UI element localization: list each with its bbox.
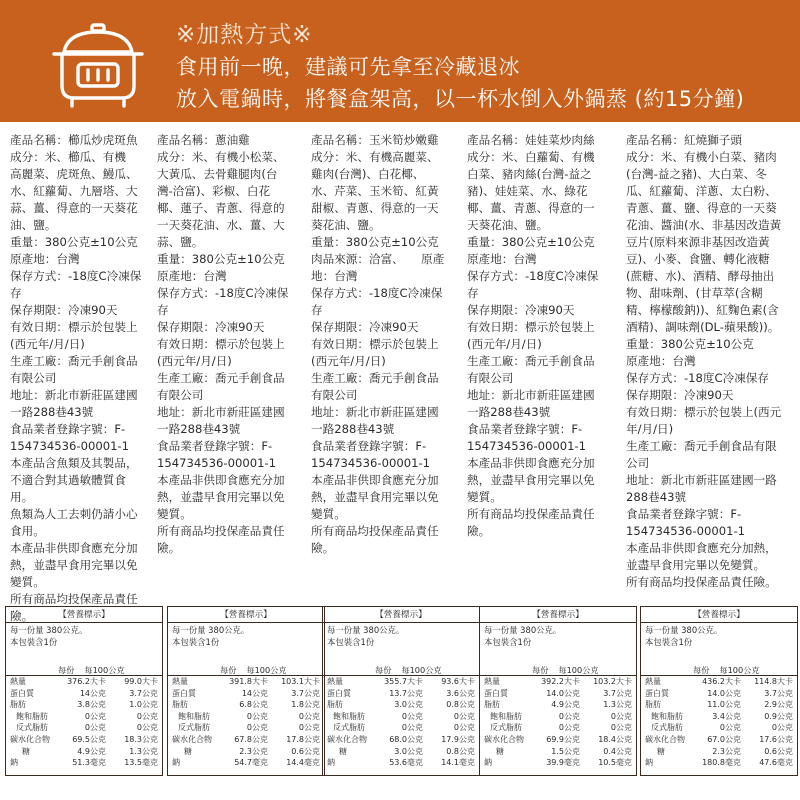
nutrient-name: 熱量 — [10, 677, 26, 686]
nutrition-column-headers — [6, 664, 162, 676]
value-per-serving: 3.0公克 — [394, 700, 423, 710]
nutrient-name: 熱量 — [645, 677, 661, 686]
banner-instruction-line-2: 放入電鍋時，將餐盒架高，以一杯水倒入外鍋蒸 (約15分鐘) — [176, 87, 745, 111]
value-per-100g: 103.2大卡 — [593, 677, 632, 686]
nutrition-row — [6, 676, 162, 688]
nutrient-name: 蛋白質 — [172, 688, 196, 698]
value-per-serving: 4.9公克 — [551, 700, 580, 710]
nutrition-row — [480, 757, 636, 769]
col-per-100g: 每100公克 — [84, 665, 125, 675]
nutrition-labels — [0, 606, 800, 800]
nutrient-name: 糖 — [22, 746, 30, 756]
banner-instruction-line-1: 食用前一晚，建議可先拿至冷藏退冰 — [176, 55, 520, 79]
value-per-serving: 0公克 — [558, 711, 580, 721]
nutrient-name: 鈉 — [327, 758, 335, 768]
nutrition-row — [480, 722, 636, 734]
nutrition-header: 【營養標示】 — [323, 607, 479, 623]
nutrient-name: 反式脂肪 — [16, 723, 48, 733]
nutrition-column-headers — [480, 664, 636, 676]
nutrition-column-headers — [323, 664, 479, 676]
nutrition-row — [323, 711, 479, 723]
value-per-100g: 0.8公克 — [446, 746, 475, 756]
servings-per-package: 本包裝含1份 — [172, 637, 220, 647]
value-per-serving: 14公克 — [241, 688, 268, 698]
servings-per-package: 本包裝含1份 — [645, 637, 693, 647]
value-per-serving: 69.5公克 — [72, 734, 106, 744]
nutrient-name: 脂肪 — [172, 700, 188, 710]
nutrient-name: 反式脂肪 — [651, 723, 683, 733]
value-per-serving: 0公克 — [719, 723, 741, 733]
nutrition-label-1 — [5, 606, 163, 776]
col-per-serving: 每份 — [693, 665, 710, 675]
value-per-serving: 3.4公克 — [712, 711, 741, 721]
nutrition-row — [641, 688, 797, 700]
product-info-2 — [157, 132, 303, 557]
serving-size: 每一份量 380公克。 — [645, 625, 723, 635]
serving-size: 每一份量 380公克。 — [484, 625, 562, 635]
nutrition-row — [323, 688, 479, 700]
value-per-serving: 3.0公克 — [394, 746, 423, 756]
value-per-serving: 51.3毫克 — [72, 758, 106, 768]
value-per-100g: 0公克 — [453, 711, 475, 721]
value-per-100g: 1.3公克 — [129, 746, 158, 756]
value-per-serving: 436.2大卡 — [702, 677, 741, 686]
col-per-100g: 每100公克 — [246, 665, 287, 675]
value-per-serving: 67.8公克 — [234, 734, 268, 744]
serving-size: 每一份量 380公克。 — [327, 625, 405, 635]
nutrition-row — [168, 746, 324, 758]
nutrition-row — [480, 699, 636, 711]
nutrition-row — [168, 722, 324, 734]
value-per-serving: 14.0公克 — [707, 688, 741, 698]
product-info-text: 產品名稱：娃娃菜炒肉絲 成分：米、白蘿蔔、有機 白菜、豬肉絲(台灣-益之 豬)、娃娃菜、水、綠花 椰、薑、青蔥、得意的一 天葵花油、鹽。 重量：380公克±10公克 原產地：台灣 保存方式：-18度C冷凍保 存 保存期限：冷凍90天 有效日期：標示於包裝上 (西元年/月/日) 生產工廠：喬元手創食品 有限公司 地址：新北市新莊區建國 一路288巷43號 食品業者登錄字號：F- 154734536-00001-1 本產品非供即食應充分加 熱，並盡早食用完畢以免 變質。 所有商品均投保產品責任 險。 — [467, 133, 599, 538]
value-per-100g: 10.5毫克 — [598, 758, 632, 768]
product-info-4 — [467, 132, 613, 540]
nutrient-name: 熱量 — [327, 677, 343, 686]
value-per-100g: 0公克 — [298, 711, 320, 721]
nutrient-name: 糖 — [339, 746, 347, 756]
nutrient-name: 糖 — [496, 746, 504, 756]
nutrition-row — [168, 711, 324, 723]
nutrition-row — [323, 676, 479, 688]
nutrition-label-3 — [322, 606, 480, 776]
col-per-serving: 每份 — [375, 665, 392, 675]
nutrition-row — [6, 746, 162, 758]
nutrition-row — [480, 734, 636, 746]
serving-size: 每一份量 380公克。 — [10, 625, 88, 635]
nutrient-name: 蛋白質 — [327, 688, 351, 698]
nutrition-row — [168, 734, 324, 746]
value-per-serving: 2.3公克 — [239, 746, 268, 756]
value-per-100g: 0公克 — [610, 723, 632, 733]
nutrition-header: 【營養標示】 — [480, 607, 636, 623]
nutrition-row — [323, 757, 479, 769]
value-per-serving: 3.8公克 — [77, 700, 106, 710]
nutrient-name: 熱量 — [172, 677, 188, 686]
nutrition-row — [6, 688, 162, 700]
value-per-serving: 39.9毫克 — [546, 758, 580, 768]
value-per-serving: 376.2大卡 — [67, 677, 106, 686]
nutrient-name: 蛋白質 — [10, 688, 34, 698]
nutrient-name: 反式脂肪 — [178, 723, 210, 733]
nutrition-row — [480, 688, 636, 700]
nutrition-table — [641, 676, 797, 769]
value-per-serving: 0公克 — [246, 711, 268, 721]
nutrient-name: 反式脂肪 — [333, 723, 365, 733]
nutrition-row — [641, 711, 797, 723]
value-per-100g: 0公克 — [610, 711, 632, 721]
nutrient-name: 鈉 — [10, 758, 18, 768]
value-per-100g: 93.6大卡 — [441, 677, 475, 686]
value-per-serving: 0公克 — [401, 711, 423, 721]
nutrition-row — [641, 699, 797, 711]
serving-size: 每一份量 380公克。 — [172, 625, 250, 635]
value-per-serving: 180.8毫克 — [702, 758, 741, 768]
serving-info — [323, 623, 479, 648]
nutrient-name: 脂肪 — [645, 700, 661, 710]
value-per-100g: 17.6公克 — [759, 734, 793, 744]
value-per-100g: 0.8公克 — [446, 700, 475, 710]
nutrient-name: 脂肪 — [327, 700, 343, 710]
nutrient-name: 飽和脂肪 — [333, 711, 365, 721]
value-per-serving: 6.8公克 — [239, 700, 268, 710]
value-per-serving: 13.7公克 — [389, 688, 423, 698]
nutrition-table — [168, 676, 324, 769]
value-per-100g: 3.7公克 — [291, 688, 320, 698]
nutrition-row — [323, 746, 479, 758]
serving-info — [480, 623, 636, 648]
nutrient-name: 反式脂肪 — [490, 723, 522, 733]
nutrition-row — [641, 734, 797, 746]
value-per-serving: 0公克 — [84, 711, 106, 721]
nutrition-column-headers — [168, 664, 324, 676]
value-per-serving: 0公克 — [246, 723, 268, 733]
value-per-serving: 355.7大卡 — [384, 677, 423, 686]
nutrition-header: 【營養標示】 — [641, 607, 797, 623]
servings-per-package: 本包裝含1份 — [484, 637, 532, 647]
value-per-serving: 69.9公克 — [546, 734, 580, 744]
col-per-100g: 每100公克 — [719, 665, 760, 675]
value-per-serving: 0公克 — [84, 723, 106, 733]
value-per-100g: 17.8公克 — [286, 734, 320, 744]
col-per-serving: 每份 — [220, 665, 237, 675]
nutrition-row — [480, 711, 636, 723]
value-per-100g: 0公克 — [771, 723, 793, 733]
value-per-serving: 4.9公克 — [77, 746, 106, 756]
value-per-100g: 0.9公克 — [764, 711, 793, 721]
servings-per-package: 本包裝含1份 — [10, 637, 58, 647]
value-per-100g: 1.8公克 — [291, 700, 320, 710]
nutrient-name: 蛋白質 — [645, 688, 669, 698]
value-per-100g: 2.9公克 — [764, 700, 793, 710]
nutrition-row — [168, 688, 324, 700]
nutrition-table — [480, 676, 636, 769]
nutrition-row — [168, 757, 324, 769]
nutrient-name: 脂肪 — [484, 700, 500, 710]
product-info-text: 產品名稱：紅燒獅子頭 成分：米、有機小白菜、豬肉 (台灣-益之豬)、大白菜、冬 瓜、紅蘿蔔、洋蔥、太白粉、 青蔥、薑、鹽、得意的一天葵 花油、醬油(水、非基因改造黃 豆片(原料來源非基因改造黃 豆)、小麥、食鹽、轉化液糖 (蔗糖、水)、酒精、酵母抽出 物、甜味劑、(甘草萃(含糊 精、檸檬酸鈉))、紅麴色素(含 酒精)、調味劑(DL-蘋果酸))。 重量：380公克±10公克 原產地：台灣 保存方式：-18度C冷凍保存 保存期限：冷凍90天 有效日期：標示於包裝上(西元 年/月/日) 生產工廠：喬元手創食品有限 公司 地址：新北市新莊區建國一路 288巷43號 食品業者登錄字號：F- 154734536-00001-1 本產品非供即食應充分加熱， 並盡早食用完畢以免變質。 所有商品均投保產品責任險。 — [626, 133, 782, 589]
col-per-serving: 每份 — [58, 665, 75, 675]
product-info-text: 產品名稱：蔥油雞 成分：米、有機小松菜、 大黃瓜、去骨雞腿肉(台 灣-洽富)、彩椒、白花 椰、蓮子、青蔥、得意的 一天葵花油、水、薑、大 蒜、鹽。 重量：380公克±10公克 原產地：台灣 保存方式：-18度C冷凍保 存 保存期限：冷凍90天 有效日期：標示於包裝上 (西元年/月/日) 生產工廠：喬元手創食品 有限公司 地址：新北市新莊區建國 一路288巷43號 食品業者登錄字號：F- 154734536-00001-1 本產品非供即食應充分加 熱，並盡早食用完畢以免 變質。 所有商品均投保產品責任 險。 — [157, 133, 289, 555]
nutrition-row — [480, 676, 636, 688]
nutrition-label-4 — [479, 606, 637, 776]
value-per-100g: 3.7公克 — [764, 688, 793, 698]
value-per-100g: 0公克 — [453, 723, 475, 733]
value-per-serving: 67.0公克 — [707, 734, 741, 744]
nutrient-name: 碳水化合物 — [10, 734, 50, 744]
value-per-100g: 114.8大卡 — [754, 677, 793, 686]
value-per-100g: 14.4毫克 — [286, 758, 320, 768]
servings-per-package: 本包裝含1份 — [327, 637, 375, 647]
nutrition-row — [641, 757, 797, 769]
nutrient-name: 糖 — [184, 746, 192, 756]
nutrition-label-5 — [640, 606, 798, 776]
value-per-100g: 0公克 — [136, 711, 158, 721]
nutrient-name: 熱量 — [484, 677, 500, 686]
value-per-100g: 1.0公克 — [129, 700, 158, 710]
nutrition-row — [168, 676, 324, 688]
value-per-100g: 18.4公克 — [598, 734, 632, 744]
nutrition-row — [641, 722, 797, 734]
product-info-5 — [626, 132, 796, 591]
value-per-serving: 391.8大卡 — [229, 677, 268, 686]
nutrition-row — [323, 722, 479, 734]
value-per-serving: 392.2大卡 — [541, 677, 580, 686]
nutrient-name: 飽和脂肪 — [16, 711, 48, 721]
value-per-100g: 103.1大卡 — [281, 677, 320, 686]
nutrient-name: 蛋白質 — [484, 688, 508, 698]
nutrition-row — [480, 746, 636, 758]
nutrition-row — [323, 734, 479, 746]
value-per-serving: 1.5公克 — [551, 746, 580, 756]
value-per-serving: 2.3公克 — [712, 746, 741, 756]
value-per-100g: 3.7公克 — [129, 688, 158, 698]
nutrition-row — [6, 699, 162, 711]
nutrient-name: 鈉 — [645, 758, 653, 768]
nutrition-row — [168, 699, 324, 711]
nutrient-name: 脂肪 — [10, 700, 26, 710]
nutrition-row — [641, 676, 797, 688]
serving-info — [641, 623, 797, 648]
value-per-100g: 17.9公克 — [441, 734, 475, 744]
nutrition-row — [6, 722, 162, 734]
value-per-100g: 18.3公克 — [124, 734, 158, 744]
value-per-100g: 0公克 — [136, 723, 158, 733]
nutrient-name: 糖 — [657, 746, 665, 756]
nutrient-name: 碳水化合物 — [172, 734, 212, 744]
nutrient-name: 碳水化合物 — [645, 734, 685, 744]
col-per-100g: 每100公克 — [558, 665, 599, 675]
nutrition-table — [323, 676, 479, 769]
nutrition-row — [323, 699, 479, 711]
serving-info — [6, 623, 162, 648]
nutrient-name: 碳水化合物 — [484, 734, 524, 744]
value-per-100g: 13.5毫克 — [124, 758, 158, 768]
value-per-100g: 3.6公克 — [446, 688, 475, 698]
nutrient-name: 鈉 — [484, 758, 492, 768]
value-per-100g: 0公克 — [298, 723, 320, 733]
value-per-100g: 1.3公克 — [603, 700, 632, 710]
value-per-100g: 14.1毫克 — [441, 758, 475, 768]
value-per-serving: 11.0公克 — [707, 700, 741, 710]
nutrient-name: 飽和脂肪 — [178, 711, 210, 721]
value-per-100g: 47.6毫克 — [759, 758, 793, 768]
col-per-100g: 每100公克 — [401, 665, 442, 675]
nutrient-name: 碳水化合物 — [327, 734, 367, 744]
rice-cooker-icon — [50, 22, 146, 108]
nutrient-name: 鈉 — [172, 758, 180, 768]
nutrition-header: 【營養標示】 — [168, 607, 324, 623]
nutrition-row — [6, 734, 162, 746]
value-per-serving: 68.0公克 — [389, 734, 423, 744]
nutrition-column-headers — [641, 664, 797, 676]
product-info-text: 產品名稱：櫛瓜炒虎斑魚 成分：米、櫛瓜、有機 高麗菜、虎斑魚、鰻瓜、 水、紅蘿蔔、九層塔、大 蒜、薑、得意的一天葵花 油、鹽。 重量：380公克±10公克 原產地：台灣 保存方式：-18度C冷凍保 存 保存期限：冷凍90天 有效日期：標示於包裝上 (西元年/月/日) 生產工廠：喬元手創食品 有限公司 地址：新北市新莊區建國 一路288巷43號 食品業者登錄字號：F- 154734536-00001-1 本產品含魚類及其製品， 不適合對其過敏體質食 用。 魚類為人工去刺仍請小心 食用。 本產品非供即食應充分加 熱，並盡早食用完畢以免 變質。 所有商品均投保產品責任 險。 — [10, 133, 142, 623]
value-per-serving: 14.0公克 — [546, 688, 580, 698]
nutrition-table — [6, 676, 162, 769]
nutrition-label-2 — [167, 606, 325, 776]
value-per-100g: 99.0大卡 — [124, 677, 158, 686]
col-per-serving: 每份 — [532, 665, 549, 675]
nutrition-header: 【營養標示】 — [6, 607, 162, 623]
value-per-100g: 0.4公克 — [603, 746, 632, 756]
product-info-3 — [311, 132, 457, 557]
nutrition-row — [641, 746, 797, 758]
nutrient-name: 飽和脂肪 — [490, 711, 522, 721]
value-per-100g: 0.6公克 — [764, 746, 793, 756]
value-per-100g: 3.7公克 — [603, 688, 632, 698]
product-info-text: 產品名稱：玉米筍炒嫩雞 成分：米、有機高麗菜、 雞肉(台灣)、白花椰、 水、芹菜、玉米筍、紅黃 甜椒、青蔥、得意的一天 葵花油、鹽。 重量：380公克±10公克 肉品來源：洽富、 原產 地：台灣 保存方式：-18度C冷凍保 存 保存期限：冷凍90天 有效日期：標示於包裝上 (西元年/月/日) 生產工廠：喬元手創食品 有限公司 地址：新北市新莊區建國 一路288巷43號 食品業者登錄字號：F- 154734536-00001-1 本產品非供即食應充分加 熱，並盡早食用完畢以免 變質。 所有商品均投保產品責任 險。 — [311, 133, 445, 555]
nutrient-name: 飽和脂肪 — [651, 711, 683, 721]
value-per-serving: 0公克 — [558, 723, 580, 733]
nutrition-row — [6, 757, 162, 769]
value-per-serving: 53.6毫克 — [389, 758, 423, 768]
banner-title: ※加熱方式※ — [176, 22, 313, 48]
value-per-100g: 0.6公克 — [291, 746, 320, 756]
value-per-serving: 54.7毫克 — [234, 758, 268, 768]
value-per-serving: 14公克 — [79, 688, 106, 698]
nutrition-row — [6, 711, 162, 723]
serving-info — [168, 623, 324, 648]
value-per-serving: 0公克 — [401, 723, 423, 733]
product-info-1 — [10, 132, 155, 625]
heating-instructions-banner — [0, 0, 800, 122]
